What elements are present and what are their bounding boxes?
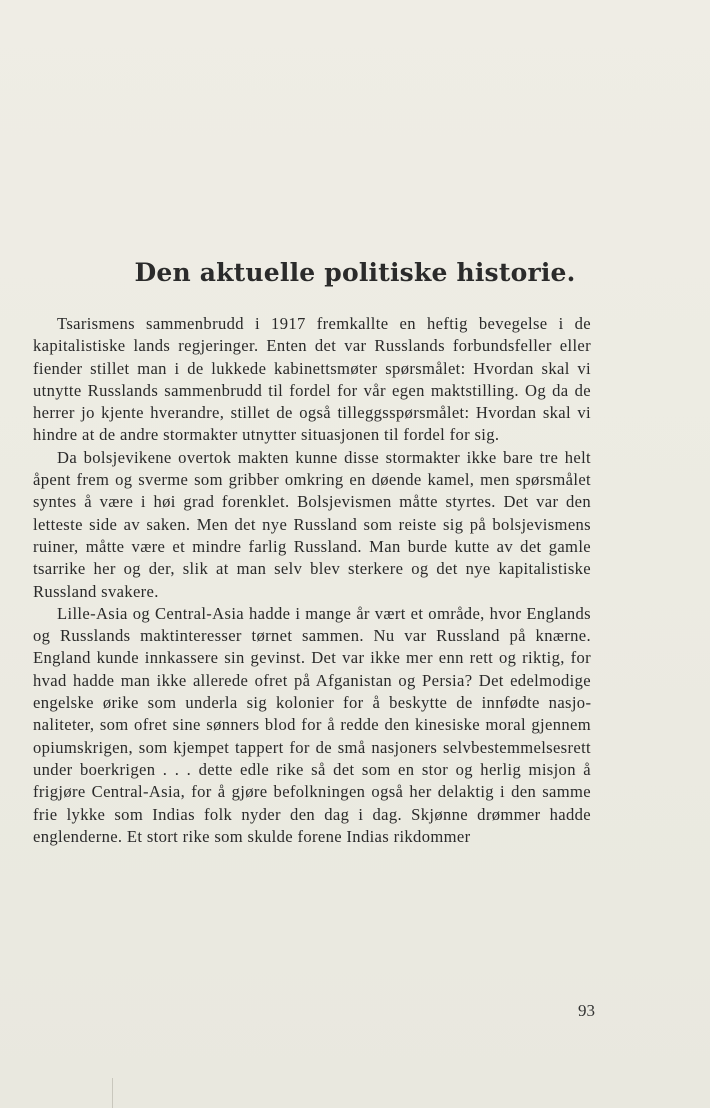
chapter-title: Den aktuelle politiske historie. (134, 258, 576, 287)
paragraph: Tsarismens sammenbrudd i 1917 fremkallte en heftig bevegelse i de kapitalistiske lands regjeringer. Enten det var Russlands forbundsfeller eller fiender stillet man i de lukkede kabinettsmøter spørsmålet: Hvordan skal vi utnytte Russlands sammenbrudd til fordel for vår egen maktstilling. Og da de herrer jo kjente hverandre, stillet de også tilleggsspørsmålet: Hvordan skal vi hindre at de andre stormakter utnytter situasjonen til fordel for sig. (33, 314, 591, 445)
scan-edge-mark (112, 1078, 113, 1108)
paragraph: Lille-Asia og Central-Asia hadde i mange år vært et område, hvor Englands og Russlands maktinteresser tørnet sammen. Nu var Russland på knærne. England kunde innkassere sin gevinst. Det var ikke mer enn rett og riktig, for hvad hadde man ikke allerede ofret på Afganistan og Persia? Det edelmodige engelske ørike som underla sig kolonier for å beskytte de innfødte nasjonaliteter, som ofret sine sønners blod for å redde den kinesiske moral gjennem opiumskrigen, som kjempet tappert for de små nasjoners selvbestemmelsesrett under boerkrigen . . . dette edle rike så det som en stor og herlig misjon å frigjøre Central-Asia, for å gjøre befolkningen også her delaktig i den samme frie lykke som Indias folk nyder den dag i dag. Skjønne drømmer hadde englenderne. Et stort rike som skulde forene Indias rikdommer (33, 603, 591, 846)
body-text (33, 313, 591, 848)
paragraph: Da bolsjevikene overtok makten kunne disse stormakter ikke bare tre helt åpent frem og sverme som gribber omkring en døende kamel, men spørsmålet syntes å være i høi grad forenklet. Bolsjevismen måtte styrtes. Det var den letteste side av saken. Men det nye Russland som reiste sig på bolsjevismens ruiner, måtte være et mindre farlig Russland. Man burde kutte av det gamle tsarrike her og der, slik at man selv blev sterkere og det nye kapitalistiske Russland svakere. (33, 447, 591, 601)
page-number: 93 (578, 1001, 595, 1020)
